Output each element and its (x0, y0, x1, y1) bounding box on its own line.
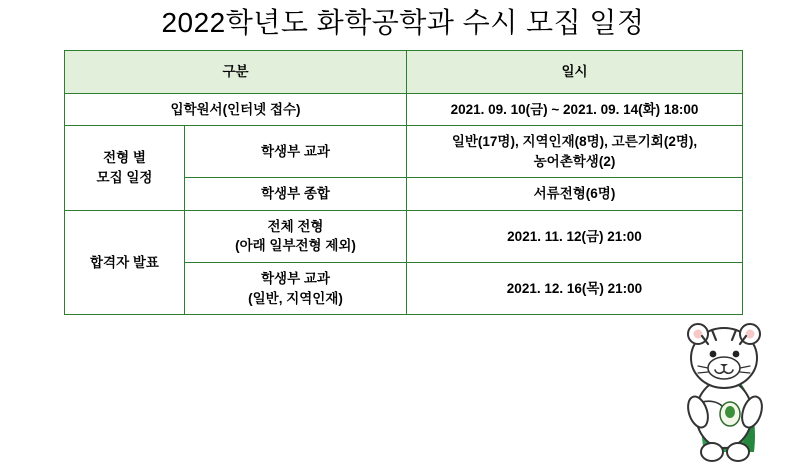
row-value-line1: 일반(17명), 지역인재(8명), 고른기회(2명), (451, 134, 698, 150)
row-label-line2: (일반, 지역인재) (248, 290, 343, 306)
row-group-label-admission-schedule (65, 126, 185, 211)
row-label-comprehensive-track: 학생부 종합 (185, 178, 407, 211)
row-label-line1: 학생부 교과 (261, 270, 330, 286)
row-group-label-line2: 모집 일정 (96, 170, 153, 185)
row-label-application: 입학원서(인터넷 접수) (65, 93, 407, 126)
column-header-category: 구분 (65, 50, 407, 93)
row-value-subject-track-quota (407, 126, 743, 178)
tiger-mascot-icon (658, 302, 788, 472)
table-row (65, 126, 743, 178)
row-label-all-tracks (185, 210, 407, 262)
row-value-line2: 농어촌학생(2) (533, 153, 616, 169)
schedule-table-container (64, 50, 742, 316)
row-label-subject-track-results (185, 262, 407, 314)
row-value-all-tracks-date: 2021. 11. 12(금) 21:00 (407, 210, 743, 262)
table-header-row (65, 50, 743, 93)
table-row (65, 93, 743, 126)
column-header-datetime: 일시 (407, 50, 743, 93)
row-group-label-results-announcement: 합격자 발표 (65, 210, 185, 314)
row-value-application-period: 2021. 09. 10(금) ~ 2021. 09. 14(화) 18:00 (407, 93, 743, 126)
row-group-label-line1: 전형 별 (103, 150, 146, 166)
row-value-comprehensive-track-quota: 서류전형(6명) (407, 178, 743, 211)
row-value-subject-track-results-date: 2021. 12. 16(목) 21:00 (407, 262, 743, 314)
row-label-subject-track: 학생부 교과 (185, 126, 407, 178)
table-row (65, 210, 743, 262)
row-label-line1: 전체 전형 (267, 218, 324, 234)
page-title: 2022학년도 화학공학과 수시 모집 일정 (161, 7, 645, 38)
row-label-line2: (아래 일부전형 제외) (235, 238, 356, 254)
schedule-table (64, 50, 743, 316)
